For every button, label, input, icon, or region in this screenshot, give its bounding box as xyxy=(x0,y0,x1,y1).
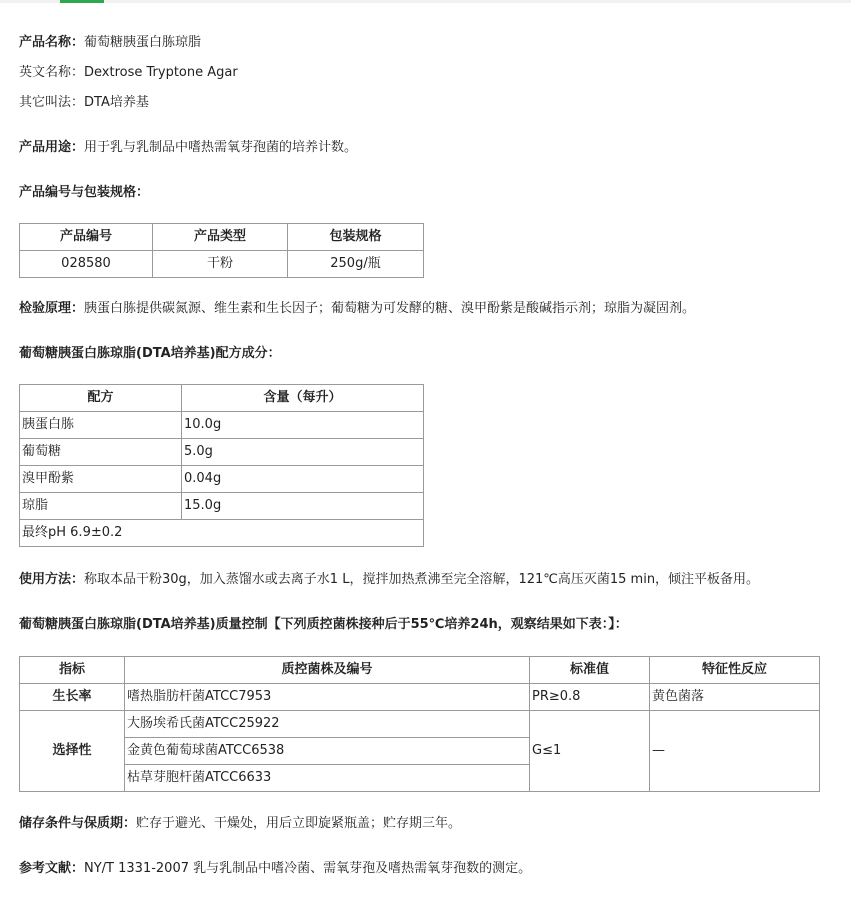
table-cell: — xyxy=(650,711,820,792)
reference-text: NY/T 1331-2007 乳与乳制品中嗜冷菌、需氧芽孢及嗜热需氧芽孢数的测定。 xyxy=(84,861,532,876)
table-cell: 胰蛋白胨 xyxy=(20,412,182,439)
table-cell: 金黄色葡萄球菌ATCC6538 xyxy=(125,738,530,765)
method-label: 使用方法： xyxy=(19,572,85,587)
table-cell: G≤1 xyxy=(530,711,650,792)
table-row xyxy=(20,251,424,278)
storage-text: 贮存于避光、干燥处，用后立即旋紧瓶盖；贮存期三年。 xyxy=(136,816,462,831)
storage-line xyxy=(19,815,461,833)
product-name-line xyxy=(19,34,201,52)
table-cell: 嗜热脂肪杆菌ATCC7953 xyxy=(125,684,530,711)
packaging-table xyxy=(19,223,424,278)
table-cell: 溴甲酚紫 xyxy=(20,466,182,493)
table-cell: 028580 xyxy=(20,251,153,278)
table-header-row xyxy=(20,224,424,251)
table-cell: 琼脂 xyxy=(20,493,182,520)
reference-line xyxy=(19,860,531,878)
table-row xyxy=(20,466,424,493)
top-accent-bar xyxy=(60,0,104,3)
table-cell: 0.04g xyxy=(182,466,424,493)
alias-label: 其它叫法： xyxy=(19,95,85,110)
table-cell: 15.0g xyxy=(182,493,424,520)
principle-text: 胰蛋白胨提供碳氮源、维生素和生长因子；葡萄糖为可发酵的糖、溴甲酚紫是酸碱指示剂；琼脂为凝固剂。 xyxy=(84,301,696,316)
table-cell: 枯草芽胞杆菌ATCC6633 xyxy=(125,765,530,792)
usage-label: 产品用途： xyxy=(19,140,85,155)
table-cell: 葡萄糖 xyxy=(20,439,182,466)
table-header-cell: 产品类型 xyxy=(153,224,288,251)
table-header-cell: 质控菌株及编号 xyxy=(125,657,530,684)
product-name-value: 葡萄糖胰蛋白胨琼脂 xyxy=(84,35,202,50)
english-name-line xyxy=(19,64,238,82)
table-row xyxy=(20,493,424,520)
storage-label: 储存条件与保质期： xyxy=(19,816,137,831)
qc-table xyxy=(19,656,820,792)
english-name-value: Dextrose Tryptone Agar xyxy=(84,65,238,80)
table-row xyxy=(20,439,424,466)
table-cell: 黄色菌落 xyxy=(650,684,820,711)
alias-value: DTA培养基 xyxy=(84,95,149,110)
usage-line xyxy=(19,139,357,157)
table-cell: 250g/瓶 xyxy=(288,251,424,278)
table-header-row xyxy=(20,657,820,684)
table-cell: PR≥0.8 xyxy=(530,684,650,711)
table-header-cell: 包装规格 xyxy=(288,224,424,251)
english-name-label: 英文名称： xyxy=(19,65,85,80)
qc-heading: 葡萄糖胰蛋白胨琼脂(DTA培养基)质量控制【下列质控菌株接种后于55℃培养24h，观察结果如下表：】： xyxy=(19,617,628,632)
principle-label: 检验原理： xyxy=(19,301,85,316)
method-text: 称取本品干粉30g，加入蒸馏水或去离子水1 L，搅拌加热煮沸至完全溶解，121℃高压灭菌15 min，倾注平板备用。 xyxy=(84,572,760,587)
table-header-cell: 指标 xyxy=(20,657,125,684)
reference-label: 参考文献： xyxy=(19,861,85,876)
table-cell: 大肠埃希氏菌ATCC25922 xyxy=(125,711,530,738)
table-cell: 10.0g xyxy=(182,412,424,439)
packaging-heading: 产品编号与包装规格： xyxy=(19,185,150,200)
table-cell: 5.0g xyxy=(182,439,424,466)
table-cell: 选择性 xyxy=(20,711,125,792)
table-cell: 生长率 xyxy=(20,684,125,711)
final-ph-cell: 最终pH 6.9±0.2 xyxy=(20,520,424,547)
product-name-label: 产品名称： xyxy=(19,35,85,50)
table-header-cell: 特征性反应 xyxy=(650,657,820,684)
formula-table xyxy=(19,384,424,547)
table-header-row xyxy=(20,385,424,412)
table-header-cell: 配方 xyxy=(20,385,182,412)
table-row xyxy=(20,711,820,738)
alias-line xyxy=(19,94,149,112)
principle-line xyxy=(19,300,695,318)
formula-heading: 葡萄糖胰蛋白胨琼脂(DTA培养基)配方成分： xyxy=(19,346,281,361)
table-header-cell: 产品编号 xyxy=(20,224,153,251)
table-header-cell: 标准值 xyxy=(530,657,650,684)
table-header-cell: 含量（每升） xyxy=(182,385,424,412)
table-row xyxy=(20,520,424,547)
table-cell: 干粉 xyxy=(153,251,288,278)
method-line xyxy=(19,571,759,589)
table-row xyxy=(20,684,820,711)
usage-text: 用于乳与乳制品中嗜热需氧芽孢菌的培养计数。 xyxy=(84,140,358,155)
top-bar xyxy=(0,0,851,3)
table-row xyxy=(20,412,424,439)
